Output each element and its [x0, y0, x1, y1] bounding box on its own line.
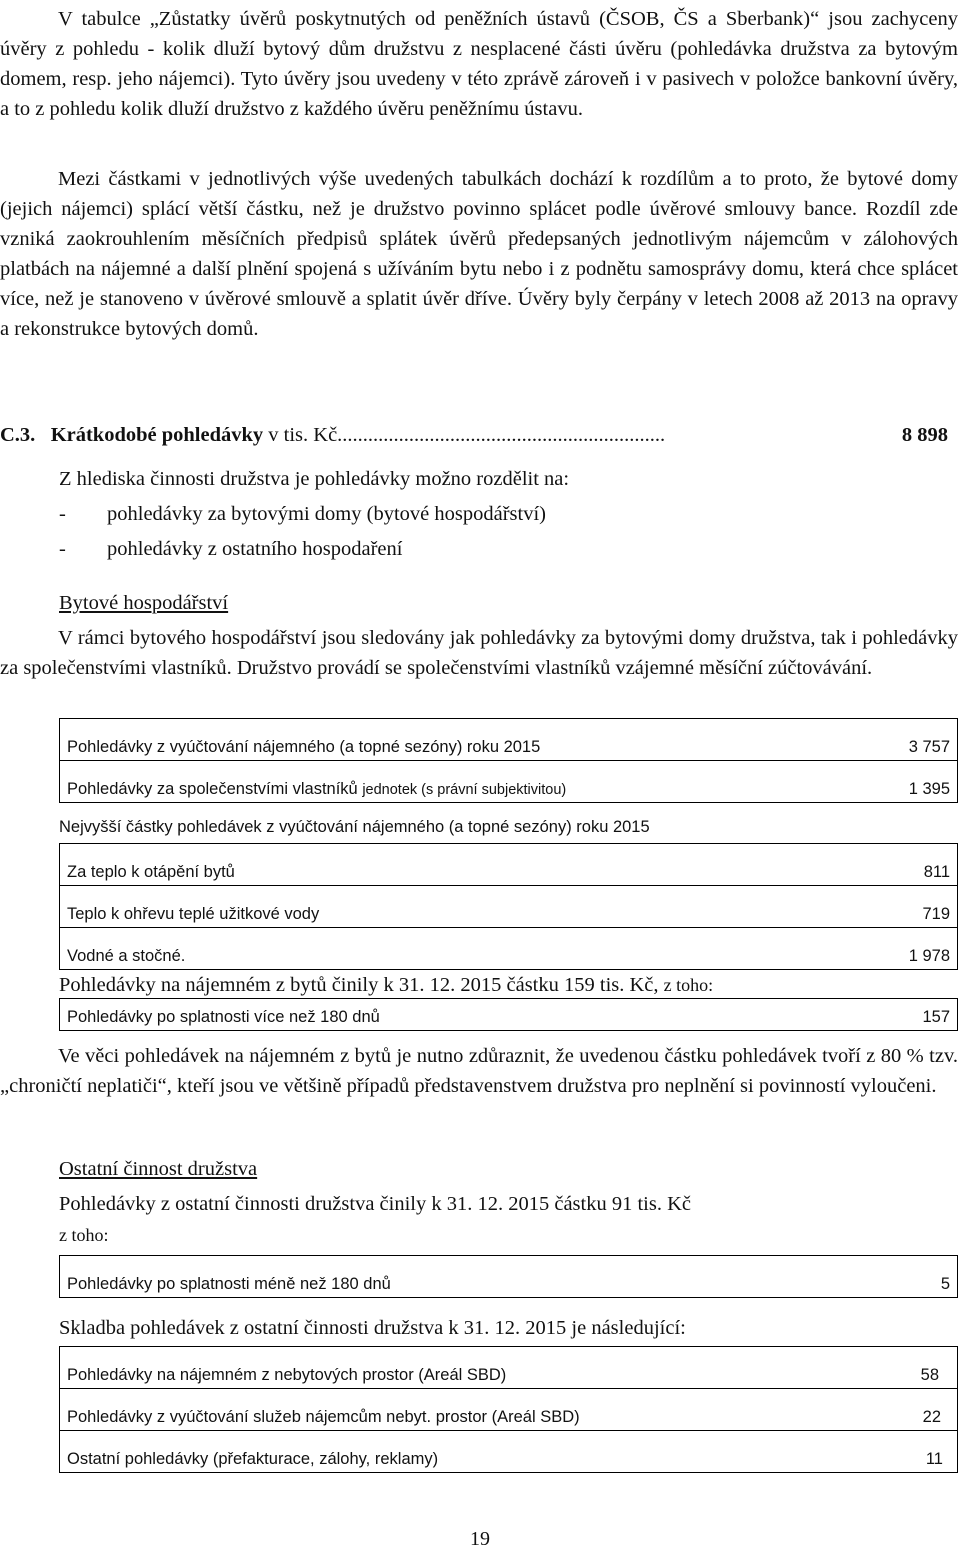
section-number: C.3. — [0, 424, 36, 446]
structure-caption: Skladba pohledávek z ostatní činnosti družstva k 31. 12. 2015 je následující: — [59, 1317, 686, 1339]
table-cell-label: Pohledávky po splatnosti více než 180 dnů — [60, 999, 744, 1031]
table-row — [60, 761, 958, 803]
table-cell-label: Pohledávky z vyúčtování služeb nájemcům nebyt. prostor (Areál SBD) — [60, 1389, 733, 1431]
overdue-table — [59, 998, 958, 1031]
table-cell-value: 157 — [743, 999, 958, 1031]
bytove-text: V rámci bytového hospodářství jsou sledovány jak pohledávky za bytovými domy družstva, tak i pohledávky za společenstvími vlastníků. Družstvo provádí se společenstvími vlastníků vzájemné měsíční zúčtovávání. — [0, 627, 958, 679]
bytove-heading: Bytové hospodářství — [59, 592, 229, 614]
table-row — [60, 928, 958, 970]
section-dots: ................................................................ — [337, 424, 666, 446]
table-cell-label: Teplo k ohřevu teplé užitkové vody — [60, 886, 744, 928]
table-cell-label: Vodné a stočné. — [60, 928, 744, 970]
table-cell-label — [60, 761, 744, 803]
table-cell-value: 58 — [732, 1347, 958, 1389]
highest-table — [59, 843, 958, 970]
section-amount: 8 898 — [901, 424, 948, 446]
ostatni-line: Pohledávky z ostatní činnosti družstva činily k 31. 12. 2015 částku 91 tis. Kč — [59, 1193, 691, 1215]
intro-text: V tabulce „Zůstatky úvěrů poskytnutých od peněžních ústavů (ČSOB, ČS a Sberbank)“ jsou zachyceny úvěry z pohledu - kolik dluží bytový dům družstvu z nesplacené části úvěru (pohledávka družstva za bytovým domem, resp. jeho nájemci). Tyto úvěry jsou uvedeny v této zprávě zároveň i v pasivech v položce bankovní úvěry, a to z pohledu kolik dluží družstvo z každého úvěru peněžnímu ústavu. — [0, 8, 958, 120]
label-main: Pohledávky za společenstvími vlastníků — [67, 780, 358, 798]
note-text: Ve věci pohledávek na nájemném z bytů je nutno zdůraznit, že uvedenou částku pohledávek tvoří z 80 % tzv. „chroničtí neplatiči“, kteří jsou ve většině případů představenstvem družstva pro neplnění si povinností vyloučeni. — [0, 1045, 958, 1097]
table-cell-value: 719 — [743, 886, 958, 928]
ostatni-subline: z toho: — [59, 1225, 109, 1245]
bytove-paragraph — [0, 623, 958, 683]
note-paragraph — [0, 1041, 958, 1101]
highest-caption: Nejvyšší částky pohledávek z vyúčtování nájemného (a topné sezóny) roku 2015 — [59, 818, 650, 836]
table-row — [60, 844, 958, 886]
division-item-text: pohledávky z ostatního hospodaření — [107, 538, 403, 560]
ostatni-heading: Ostatní činnost družstva — [59, 1158, 258, 1180]
table-cell-label: Za teplo k otápění bytů — [60, 844, 744, 886]
table-row — [60, 719, 958, 761]
division-item: - pohledávky za bytovými domy (bytové hospodářství) — [59, 503, 546, 525]
table-cell-value: 811 — [743, 844, 958, 886]
table-cell-value: 22 — [732, 1389, 958, 1431]
section-unit: v tis. Kč — [268, 424, 338, 446]
table-cell-label: Pohledávky na nájemném z nebytových prostor (Areál SBD) — [60, 1347, 733, 1389]
table-cell-value: 3 757 — [743, 719, 958, 761]
division-intro: Z hlediska činnosti družstva je pohledávky možno rozdělit na: — [59, 468, 570, 490]
rent-line — [59, 970, 713, 1000]
section-title: Krátkodobé pohledávky — [50, 424, 264, 446]
table-row — [60, 886, 958, 928]
bytove-table — [59, 718, 958, 803]
table-row — [60, 1389, 958, 1431]
table-row — [60, 1431, 958, 1473]
table-cell-value: 5 — [743, 1256, 958, 1298]
rent-line-main: Pohledávky na nájemném z bytů činily k 31. 12. 2015 částku 159 tis. Kč, — [59, 974, 659, 996]
difference-text: Mezi částkami v jednotlivých výše uvedených tabulkách dochází k rozdílům a to proto, že bytové domy (jejich nájemci) splácí větší částku, než je družstvo povinno splácet podle úvěrové smlouvy bance. Rozdíl zde vzniká zaokrouhlením měsíčních předpisů splátek úvěrů předepsaných jednotlivým nájemcům v zálohových platbách na nájemné a další plnění spojená s užíváním bytu nebo i z podnětu samosprávy domu, která chce splácet více, než je stanoveno v úvěrové smlouvě a splatit úvěr dříve. Úvěry byly čerpány v letech 2008 až 2013 na opravy a rekonstrukce bytových domů. — [0, 168, 958, 340]
table-cell-value: 1 395 — [743, 761, 958, 803]
label-extra: jednotek (s právní subjektivitou) — [362, 782, 567, 798]
table-cell-label: Pohledávky po splatnosti méně než 180 dnů — [60, 1256, 744, 1298]
table-cell-value: 11 — [732, 1431, 958, 1473]
intro-paragraph — [0, 4, 958, 124]
section-c3-heading — [0, 424, 958, 447]
table-row — [60, 1256, 958, 1298]
division-item: - pohledávky z ostatního hospodaření — [59, 538, 403, 560]
table-cell-label: Pohledávky z vyúčtování nájemného (a topné sezóny) roku 2015 — [60, 719, 744, 761]
page-number: 19 — [470, 1528, 490, 1550]
table-row — [60, 999, 958, 1031]
difference-paragraph — [0, 164, 958, 344]
table-row — [60, 1347, 958, 1389]
rent-line-tail: z toho: — [663, 975, 714, 995]
structure-table — [59, 1346, 958, 1473]
table-cell-value: 1 978 — [743, 928, 958, 970]
ostatni-overdue-table — [59, 1255, 958, 1298]
table-cell-label: Ostatní pohledávky (přefakturace, zálohy, reklamy) — [60, 1431, 733, 1473]
division-item-text: pohledávky za bytovými domy (bytové hospodářství) — [107, 503, 546, 525]
